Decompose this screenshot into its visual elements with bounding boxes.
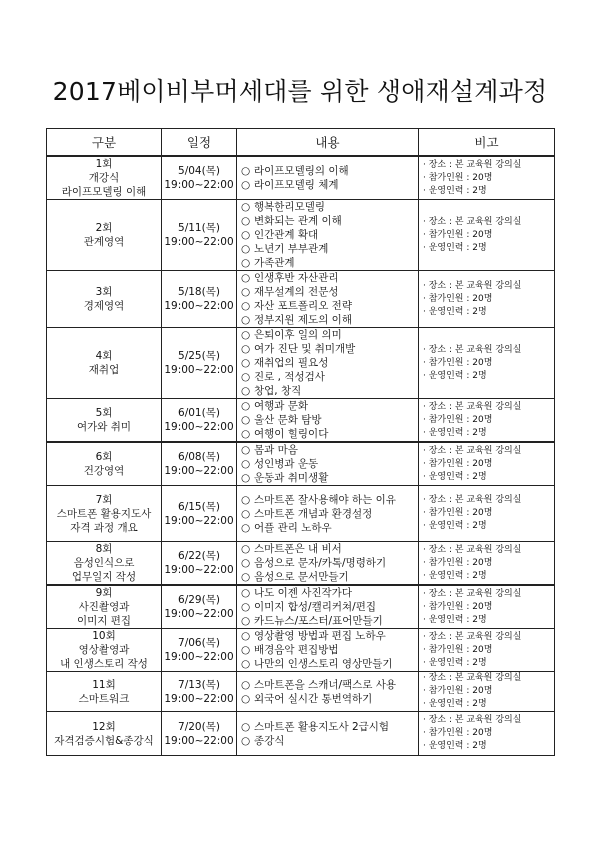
note-line: · 장소 : 본 교육원 강의실 <box>423 401 522 412</box>
content-item-text: 노년기 부부관계 <box>254 243 329 255</box>
circle-bullet-icon: ○ <box>241 428 251 440</box>
schedule-cell <box>162 672 237 712</box>
note-line: · 참가인원 : 20명 <box>423 293 493 304</box>
content-item <box>241 657 418 671</box>
content-item-text: 여행이 힐링이다 <box>254 428 329 440</box>
content-item-text: 인생후반 자산관리 <box>254 272 339 284</box>
session-time: 19:00~22:00 <box>164 179 234 191</box>
content-item <box>241 443 418 457</box>
session-time: 19:00~22:00 <box>164 364 234 376</box>
session-label: 영상촬영과 <box>78 644 130 656</box>
session-time: 19:00~22:00 <box>164 734 234 747</box>
circle-bullet-icon: ○ <box>241 543 251 555</box>
session-date: 5/11(목) <box>178 222 220 234</box>
notes-cell <box>419 585 555 629</box>
circle-bullet-icon: ○ <box>241 678 251 691</box>
table-row <box>47 672 555 712</box>
header-session: 구분 <box>47 129 162 157</box>
content-item-text: 자산 포트폴리오 전략 <box>254 300 352 312</box>
content-item <box>241 521 418 535</box>
content-item-text: 울산 문화 탐방 <box>254 414 322 426</box>
content-item <box>241 678 418 692</box>
circle-bullet-icon: ○ <box>241 357 251 369</box>
schedule-cell <box>162 399 237 443</box>
content-item-text: 배경음악 편집방법 <box>254 644 339 656</box>
note-line: · 참가인원 : 20명 <box>423 728 493 738</box>
header-notes: 비고 <box>419 129 555 157</box>
circle-bullet-icon: ○ <box>241 444 251 456</box>
circle-bullet-icon: ○ <box>241 472 251 484</box>
session-label: 스마트워크 <box>78 692 130 705</box>
session-label: 이미지 편집 <box>76 615 132 627</box>
content-item-text: 인간관계 확대 <box>254 229 319 241</box>
session-date: 5/25(목) <box>178 350 220 362</box>
content-cell <box>237 399 419 443</box>
session-cell <box>47 486 162 542</box>
circle-bullet-icon: ○ <box>241 286 251 298</box>
header-content: 내용 <box>237 129 419 157</box>
notes-cell <box>419 712 555 756</box>
content-item-text: 라이프모델링의 이해 <box>254 165 349 177</box>
notes-cell <box>419 486 555 542</box>
session-label: 자격검증시험&종강식 <box>54 734 154 747</box>
content-item <box>241 164 418 178</box>
note-line: · 운영인력 : 2명 <box>423 699 487 709</box>
table-row <box>47 200 555 271</box>
content-cell <box>237 629 419 672</box>
note-line: · 운영인력 : 2명 <box>423 741 487 751</box>
session-cell <box>47 585 162 629</box>
circle-bullet-icon: ○ <box>241 257 251 269</box>
content-cell <box>237 271 419 328</box>
session-label: 자격 과정 개요 <box>70 521 138 534</box>
content-item-text: 몸과 마음 <box>254 444 298 456</box>
circle-bullet-icon: ○ <box>241 493 251 506</box>
content-item-text: 가족관계 <box>254 257 295 269</box>
circle-bullet-icon: ○ <box>241 458 251 470</box>
content-item-text: 스마트폰 잘사용해야 하는 이유 <box>254 493 396 506</box>
content-item <box>241 214 418 228</box>
content-item <box>241 720 418 734</box>
note-line: · 장소 : 본 교육원 강의실 <box>423 216 522 227</box>
schedule-cell <box>162 156 237 200</box>
content-item-text: 스마트폰 개념과 환경설정 <box>254 507 373 520</box>
notes-cell <box>419 271 555 328</box>
content-item <box>241 299 418 313</box>
table-header-row <box>47 129 555 157</box>
content-cell <box>237 542 419 586</box>
note-line: · 참가인원 : 20명 <box>423 557 493 568</box>
content-item-text: 영상촬영 방법과 편집 노하우 <box>254 630 386 642</box>
note-line: · 참가인원 : 20명 <box>423 458 493 469</box>
circle-bullet-icon: ○ <box>241 400 251 412</box>
note-line: · 장소 : 본 교육원 강의실 <box>423 588 522 599</box>
content-item <box>241 600 418 614</box>
content-item <box>241 413 418 427</box>
session-label: 업무일지 작성 <box>71 571 137 583</box>
content-item <box>241 228 418 242</box>
session-label: 8회 <box>95 543 113 555</box>
note-line: · 참가인원 : 20명 <box>423 414 493 425</box>
content-item <box>241 457 418 471</box>
session-cell <box>47 442 162 486</box>
notes-cell <box>419 542 555 586</box>
circle-bullet-icon: ○ <box>241 272 251 284</box>
content-item-text: 음성으로 문자/카톡/명령하기 <box>254 557 387 569</box>
session-cell <box>47 629 162 672</box>
session-label: 건강영역 <box>83 465 125 477</box>
content-item-text: 나도 이젠 사진작가다 <box>254 587 352 599</box>
content-item <box>241 313 418 327</box>
content-item <box>241 370 418 384</box>
content-item-text: 행복한리모델링 <box>254 201 326 213</box>
content-cell <box>237 156 419 200</box>
content-cell <box>237 585 419 629</box>
content-item-text: 스마트폰은 내 비서 <box>254 543 342 555</box>
content-item-text: 나만의 인생스토리 영상만들기 <box>254 658 393 670</box>
session-label: 3회 <box>95 286 113 298</box>
content-item-text: 재무설계의 전문성 <box>254 286 339 298</box>
session-cell <box>47 542 162 586</box>
circle-bullet-icon: ○ <box>241 615 251 627</box>
circle-bullet-icon: ○ <box>241 601 251 613</box>
session-label: 12회 <box>92 720 116 733</box>
note-line: · 참가인원 : 20명 <box>423 172 493 183</box>
note-line: · 장소 : 본 교육원 강의실 <box>423 495 522 505</box>
session-label: 라이프모델링 이해 <box>61 186 147 198</box>
content-item <box>241 493 418 507</box>
schedule-cell <box>162 442 237 486</box>
content-item <box>241 427 418 441</box>
notes-cell <box>419 328 555 399</box>
circle-bullet-icon: ○ <box>241 343 251 355</box>
note-line: · 장소 : 본 교육원 강의실 <box>423 280 522 291</box>
circle-bullet-icon: ○ <box>241 165 251 177</box>
note-line: · 장소 : 본 교육원 강의실 <box>423 544 522 555</box>
table-row <box>47 712 555 756</box>
notes-cell <box>419 672 555 712</box>
circle-bullet-icon: ○ <box>241 314 251 326</box>
note-line: · 운영인력 : 2명 <box>423 306 487 317</box>
session-label: 사진촬영과 <box>78 601 130 613</box>
note-line: · 장소 : 본 교육원 강의실 <box>423 631 522 642</box>
session-label: 1회 <box>95 158 113 170</box>
session-label: 9회 <box>95 587 113 599</box>
note-line: · 참가인원 : 20명 <box>423 508 493 518</box>
schedule-cell <box>162 328 237 399</box>
note-line: · 장소 : 본 교육원 강의실 <box>423 159 522 170</box>
content-item-text: 진로 , 적성검사 <box>254 371 325 383</box>
content-item <box>241 342 418 356</box>
content-cell <box>237 672 419 712</box>
notes-cell <box>419 442 555 486</box>
session-date: 5/04(목) <box>178 165 220 177</box>
schedule-table <box>46 128 555 756</box>
circle-bullet-icon: ○ <box>241 385 251 397</box>
circle-bullet-icon: ○ <box>241 329 251 341</box>
circle-bullet-icon: ○ <box>241 371 251 383</box>
note-line: · 운영인력 : 2명 <box>423 657 487 668</box>
content-item-text: 재취업의 필요성 <box>254 357 329 369</box>
circle-bullet-icon: ○ <box>241 215 251 227</box>
content-item-text: 창업, 창직 <box>254 385 302 397</box>
session-time: 19:00~22:00 <box>164 465 234 477</box>
notes-cell <box>419 399 555 443</box>
schedule-body <box>47 156 555 756</box>
table-row <box>47 486 555 542</box>
table-row <box>47 585 555 629</box>
note-line: · 참가인원 : 20명 <box>423 601 493 612</box>
notes-cell <box>419 156 555 200</box>
circle-bullet-icon: ○ <box>241 229 251 241</box>
schedule-cell <box>162 585 237 629</box>
session-cell <box>47 712 162 756</box>
circle-bullet-icon: ○ <box>241 300 251 312</box>
content-item <box>241 507 418 521</box>
content-item-text: 여가 진단 및 취미개발 <box>254 343 356 355</box>
session-label: 11회 <box>92 678 116 691</box>
session-date: 6/29(목) <box>178 594 220 606</box>
session-date: 6/08(목) <box>178 451 220 463</box>
circle-bullet-icon: ○ <box>241 521 251 534</box>
session-time: 19:00~22:00 <box>164 692 234 705</box>
session-time: 19:00~22:00 <box>164 564 234 576</box>
circle-bullet-icon: ○ <box>241 557 251 569</box>
header-schedule: 일정 <box>162 129 237 157</box>
content-cell <box>237 486 419 542</box>
session-time: 19:00~22:00 <box>164 514 234 527</box>
session-date: 7/20(목) <box>178 720 220 733</box>
note-line: · 장소 : 본 교육원 강의실 <box>423 673 522 683</box>
content-item-text: 성인병과 운동 <box>254 458 319 470</box>
content-item-text: 외국어 실시간 통번역하기 <box>254 692 373 705</box>
session-label: 2회 <box>95 222 113 234</box>
note-line: · 운영인력 : 2명 <box>423 427 487 438</box>
session-label: 개강식 <box>88 172 120 184</box>
table-row <box>47 328 555 399</box>
circle-bullet-icon: ○ <box>241 692 251 705</box>
session-date: 5/18(목) <box>178 286 220 298</box>
notes-cell <box>419 629 555 672</box>
circle-bullet-icon: ○ <box>241 644 251 656</box>
note-line: · 장소 : 본 교육원 강의실 <box>423 715 522 725</box>
table-row <box>47 399 555 443</box>
table-row <box>47 542 555 586</box>
schedule-cell <box>162 271 237 328</box>
content-cell <box>237 328 419 399</box>
content-item-text: 여행과 문화 <box>254 400 309 412</box>
note-line: · 장소 : 본 교육원 강의실 <box>423 344 522 355</box>
content-item-text: 음성으로 문서만들기 <box>254 571 349 583</box>
session-cell <box>47 328 162 399</box>
content-item <box>241 692 418 706</box>
session-label: 경제영역 <box>83 300 125 312</box>
session-label: 4회 <box>95 350 113 362</box>
schedule-cell <box>162 542 237 586</box>
circle-bullet-icon: ○ <box>241 243 251 255</box>
schedule-cell <box>162 200 237 271</box>
session-label: 음성인식으로 <box>73 557 135 569</box>
session-time: 19:00~22:00 <box>164 608 234 620</box>
content-item <box>241 242 418 256</box>
content-item <box>241 586 418 600</box>
content-item-text: 카드뉴스/포스터/표어만들기 <box>254 615 383 627</box>
content-item <box>241 178 418 192</box>
note-line: · 참가인원 : 20명 <box>423 644 493 655</box>
content-item-text: 스마트폰 활용지도사 2급시험 <box>254 720 390 733</box>
content-item <box>241 542 418 556</box>
content-item <box>241 643 418 657</box>
table-row <box>47 629 555 672</box>
circle-bullet-icon: ○ <box>241 734 251 747</box>
content-item <box>241 471 418 485</box>
table-row <box>47 156 555 200</box>
content-item <box>241 629 418 643</box>
circle-bullet-icon: ○ <box>241 658 251 670</box>
circle-bullet-icon: ○ <box>241 201 251 213</box>
note-line: · 참가인원 : 20명 <box>423 357 493 368</box>
content-item <box>241 570 418 584</box>
content-item <box>241 256 418 270</box>
note-line: · 장소 : 본 교육원 강의실 <box>423 445 522 456</box>
session-time: 19:00~22:00 <box>164 421 234 433</box>
content-item-text: 어플 관리 노하우 <box>254 521 332 534</box>
session-date: 7/06(목) <box>178 637 220 649</box>
document-title: 2017베이비부머세대를 위한 생애재설계과정 <box>52 77 548 106</box>
session-label: 5회 <box>95 407 113 419</box>
note-line: · 운영인력 : 2명 <box>423 471 487 482</box>
content-item <box>241 734 418 748</box>
content-cell <box>237 442 419 486</box>
note-line: · 운영인력 : 2명 <box>423 614 487 625</box>
session-date: 6/15(목) <box>178 500 220 513</box>
note-line: · 운영인력 : 2명 <box>423 570 487 581</box>
content-item-text: 이미지 합성/캘리커쳐/편집 <box>254 601 376 613</box>
circle-bullet-icon: ○ <box>241 179 251 191</box>
content-item <box>241 200 418 214</box>
session-cell <box>47 156 162 200</box>
content-cell <box>237 712 419 756</box>
table-row <box>47 442 555 486</box>
session-cell <box>47 399 162 443</box>
schedule-cell <box>162 486 237 542</box>
note-line: · 운영인력 : 2명 <box>423 242 487 253</box>
content-item <box>241 556 418 570</box>
session-label: 여가와 취미 <box>76 421 132 433</box>
content-item-text: 은퇴이후 일의 의미 <box>254 329 342 341</box>
content-item <box>241 328 418 342</box>
session-label: 스마트폰 활용지도사 <box>56 507 152 520</box>
session-label: 내 인생스토리 작성 <box>60 658 148 670</box>
notes-cell <box>419 200 555 271</box>
content-item <box>241 399 418 413</box>
session-label: 10회 <box>92 630 116 642</box>
content-item <box>241 356 418 370</box>
schedule-cell <box>162 712 237 756</box>
note-line: · 운영인력 : 2명 <box>423 370 487 381</box>
content-item-text: 변화되는 관계 이해 <box>254 215 342 227</box>
content-item <box>241 271 418 285</box>
session-label: 6회 <box>95 451 113 463</box>
content-item <box>241 614 418 628</box>
session-time: 19:00~22:00 <box>164 651 234 663</box>
session-cell <box>47 271 162 328</box>
table-row <box>47 271 555 328</box>
session-label: 재취업 <box>88 364 120 376</box>
session-cell <box>47 672 162 712</box>
circle-bullet-icon: ○ <box>241 414 251 426</box>
circle-bullet-icon: ○ <box>241 720 251 733</box>
circle-bullet-icon: ○ <box>241 507 251 520</box>
session-date: 7/13(목) <box>178 678 220 691</box>
session-cell <box>47 200 162 271</box>
circle-bullet-icon: ○ <box>241 587 251 599</box>
content-item-text: 라이프모델링 체계 <box>254 179 339 191</box>
circle-bullet-icon: ○ <box>241 571 251 583</box>
schedule-cell <box>162 629 237 672</box>
note-line: · 운영인력 : 2명 <box>423 521 487 531</box>
content-item <box>241 384 418 398</box>
content-cell <box>237 200 419 271</box>
session-label: 7회 <box>95 493 113 506</box>
note-line: · 참가인원 : 20명 <box>423 686 493 696</box>
content-item-text: 정부지원 제도의 이해 <box>254 314 352 326</box>
content-item-text: 종강식 <box>254 734 285 747</box>
session-label: 관계영역 <box>83 236 125 248</box>
session-time: 19:00~22:00 <box>164 300 234 312</box>
session-date: 6/01(목) <box>178 407 220 419</box>
content-item <box>241 285 418 299</box>
session-date: 6/22(목) <box>178 550 220 562</box>
circle-bullet-icon: ○ <box>241 630 251 642</box>
content-item-text: 운동과 취미생활 <box>254 472 329 484</box>
note-line: · 운영인력 : 2명 <box>423 185 487 196</box>
note-line: · 참가인원 : 20명 <box>423 229 493 240</box>
session-time: 19:00~22:00 <box>164 236 234 248</box>
content-item-text: 스마트폰을 스캐너/팩스로 사용 <box>254 678 397 691</box>
